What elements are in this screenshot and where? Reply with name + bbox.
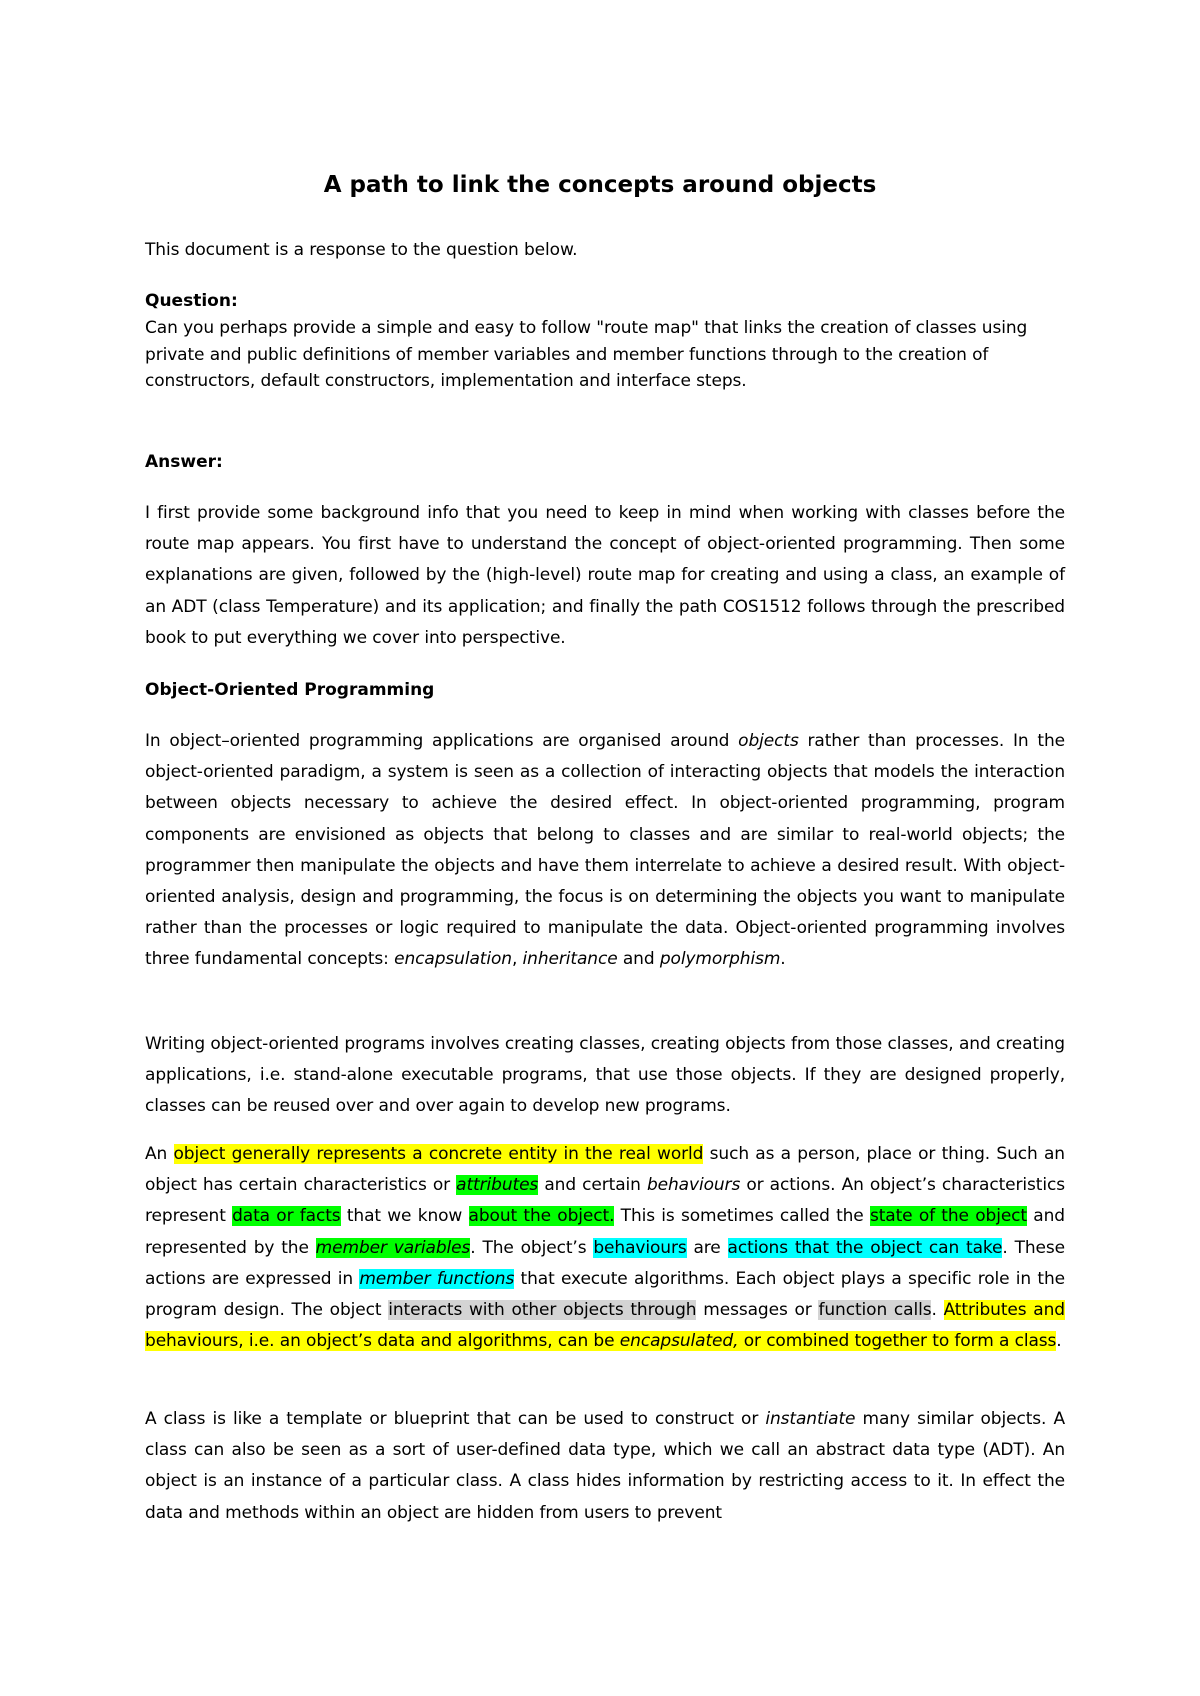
oop-heading: Object-Oriented Programming [145,680,435,700]
highlight-cyan: actions that the object can take [727,1237,1003,1258]
highlight-green: state of the object [869,1206,1027,1227]
intro-paragraph: This document is a response to the question below. [145,240,578,260]
question-text: Can you perhaps provide a simple and easy to follow "route map" that links the creation of classes using private and public definitions of member variables and member functions through to the creation of constructors, default constructors, implementation and interface steps. [145,318,1028,391]
highlight-cyan: behaviours [593,1237,687,1258]
emphasis-inheritance: inheritance [522,949,618,970]
highlight-gray: interacts with other objects through [388,1300,697,1321]
oop-paragraph-4: A class is like a template or blueprint that can be used to construct or instantiate many similar objects. A class can also be seen as a sort of user-defined data type, which we call an abstract data type (ADT). An object is an instance of a particular class. A class hides information by restricting access to it. In effect the data and methods within an object are hidden from users to prevent [145,1409,1065,1523]
oop-paragraph-3: An object generally represents a concrete entity in the real world such as a person, place or thing. Such an object has certain characteristics or attributes and certain behaviours or actions. An object’s characteristics represent data or facts that we know about the object. This is sometimes called the state of the object and represented by the member variables. The object’s behaviours are actions that the object can take. These actions are expressed in member functions that execute algorithms. Each object plays a specific role in the program design. The object interacts with other objects through messages or function calls. Attributes and behaviours, i.e. an object’s data and algorithms, can be encapsulated, or combined together to form a class. [145,1144,1065,1352]
highlight-yellow: object generally represents a concrete entity in the real world [173,1144,704,1164]
highlight-green: about the object. [468,1206,615,1227]
highlight-yellow: Attributes and behaviours, i.e. an object’s data and algorithms, can be [145,1300,1065,1352]
oop-paragraph-1: In object–oriented programming applications are organised around objects rather than processes. In the object-oriented paradigm, a system is seen as a collection of interacting objects that models the interaction between objects necessary to achieve the desired effect. In object-oriented programming, program components are envisioned as objects that belong to classes and are similar to real-world objects; the programmer then manipulate the objects and have them interrelate to achieve a desired result. With object-oriented analysis, design and programming, the focus is on determining the objects you want to manipulate rather than the processes or logic required to manipulate the data. Object-oriented programming involves three fundamental concepts: encapsulation, inheritance and polymorphism. [145,731,1066,970]
highlight-yellow-italic: encapsulated, [619,1331,739,1352]
emphasis-objects: objects [738,731,799,751]
emphasis-encapsulation: encapsulation [394,949,512,970]
highlight-green-italic: member variables [315,1237,471,1258]
highlight-cyan-italic: member functions [359,1268,515,1289]
emphasis-polymorphism: polymorphism [659,949,781,970]
highlight-green-italic: attributes [456,1175,539,1196]
highlight-yellow: or combined together to form a class [738,1331,1057,1352]
emphasis-behaviours: behaviours [646,1175,741,1196]
emphasis-instantiate: instantiate [765,1409,856,1429]
highlight-green: data or facts [232,1206,341,1227]
oop-paragraph-2: Writing object-oriented programs involves creating classes, creating objects from those classes, and creating applications, i.e. stand-alone executable programs, that use those objects. If they are designed properly, classes can be reused over and over again to develop new programs. [145,1034,1065,1117]
question-label: Question: [145,291,238,311]
document-title: A path to link the concepts around objects [323,172,877,198]
highlight-gray: function calls [818,1300,932,1321]
answer-label: Answer: [145,452,223,472]
answer-text: I first provide some background info that you need to keep in mind when working with classes before the route map appears. You first have to understand the concept of object-oriented programming. Then some explanations are given, followed by the (high-level) route map for creating and using a class, an example of an ADT (class Temperature) and its application; and finally the path COS1512 follows through the prescribed book to put everything we cover into perspective. [145,503,1065,648]
